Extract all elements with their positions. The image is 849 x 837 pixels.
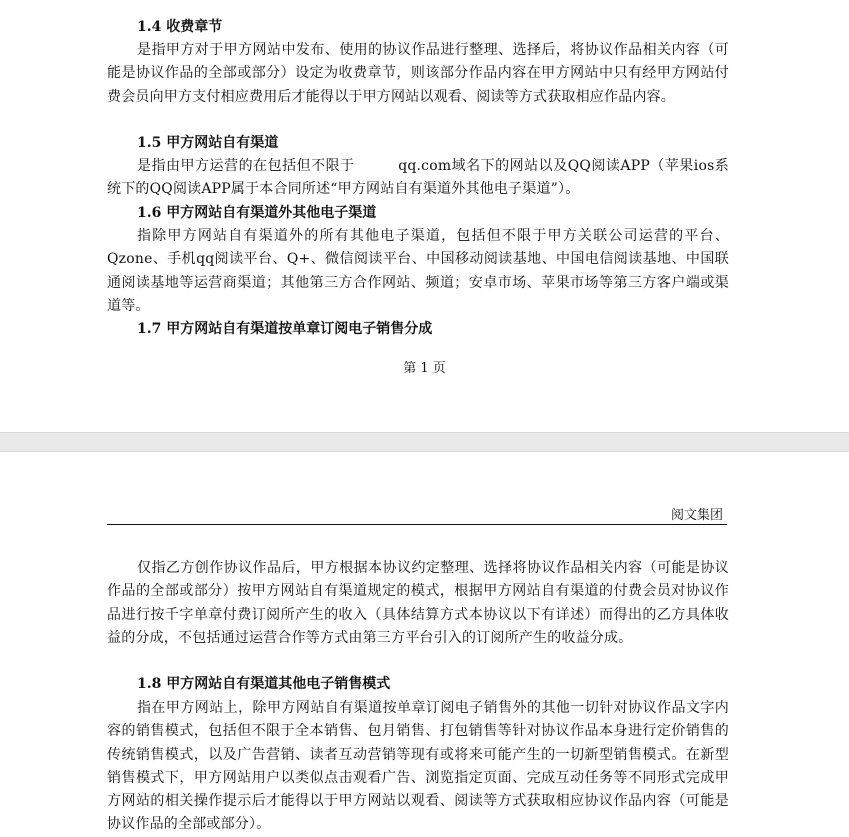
page-number: 第 1 页 (403, 361, 446, 376)
section-body-1-7: 仅指乙方创作协议作品后，甲方根据本协议约定整理、选择将协议作品相关内容（可能是协议作品的全部或部分）按甲方网站自有渠道规定的模式，根据甲方网站自有渠道的付费会员对协议作品进行按千字单章付费订阅所产生的收入（具体结算方式本协议以下有详述）而得出的乙方具体收益的分成，不包括通过运营合作等方式由第三方平台引入的订阅所产生的收益分成。 (107, 560, 729, 646)
page-separator (0, 432, 849, 452)
section-heading-1-7: 1.7 甲方网站自有渠道按单章订阅电子销售分成 (137, 321, 433, 337)
section-heading-1-8: 1.8 甲方网站自有渠道其他电子销售模式 (137, 676, 391, 692)
section-heading-1-6: 1.6 甲方网站自有渠道外其他电子渠道 (137, 205, 377, 221)
page-header-title: 阅文集团 (670, 508, 723, 523)
section-body-1-6: 指除甲方网站自有渠道外的所有其他电子渠道，包括但不限于甲方关联公司运营的平台、Qzone、手机qq阅读平台、Q+、微信阅读平台、中国移动阅读基地、中国电信阅读基地、中国联通阅读基地等运营商渠道；其他第三方合作网站、频道；安卓市场、苹果市场等第三方客户端或渠道等。 (107, 228, 729, 314)
section-heading-1-5: 1.5 甲方网站自有渠道 (137, 135, 279, 151)
section-body-1-8: 指在甲方网站上，除甲方网站自有渠道按单章订阅电子销售外的其他一切针对协议作品文字内容的销售模式，包括但不限于全本销售、包月销售、打包销售等针对协议作品本身进行定价销售的传统销售模式，以及广告营销、读者互动营销等现有或将来可能产生的一切新型销售模式。在新型销售模式下，甲方网站用户以类似点击观看广告、浏览指定页面、完成互动任务等不同形式完成甲方网站的相关操作提示后才能得以于甲方网站以观看、阅读等方式获取相应协议作品内容（可能是协议作品的全部或部分）。 (107, 700, 729, 833)
header-rule (107, 524, 727, 525)
section-heading-1-4: 1.4 收费章节 (137, 19, 223, 35)
section-body-1-4: 是指甲方对于甲方网站中发布、使用的协议作品进行整理、选择后，将协议作品相关内容（可能是协议作品的全部或部分）设定为收费章节，则该部分作品内容在甲方网站中只有经甲方网站付费会员向甲方支付相应费用后才能得以于甲方网站以观看、阅读等方式获取相应作品内容。 (107, 42, 729, 105)
section-body-1-5: 是指由甲方运营的在包括但不限于 qq.com域名下的网站以及QQ阅读APP（苹果ios系统下的QQ阅读APP属于本合同所述“甲方网站自有渠道外其他电子渠道”）。 (107, 158, 729, 198)
document-page-2 (0, 452, 849, 837)
